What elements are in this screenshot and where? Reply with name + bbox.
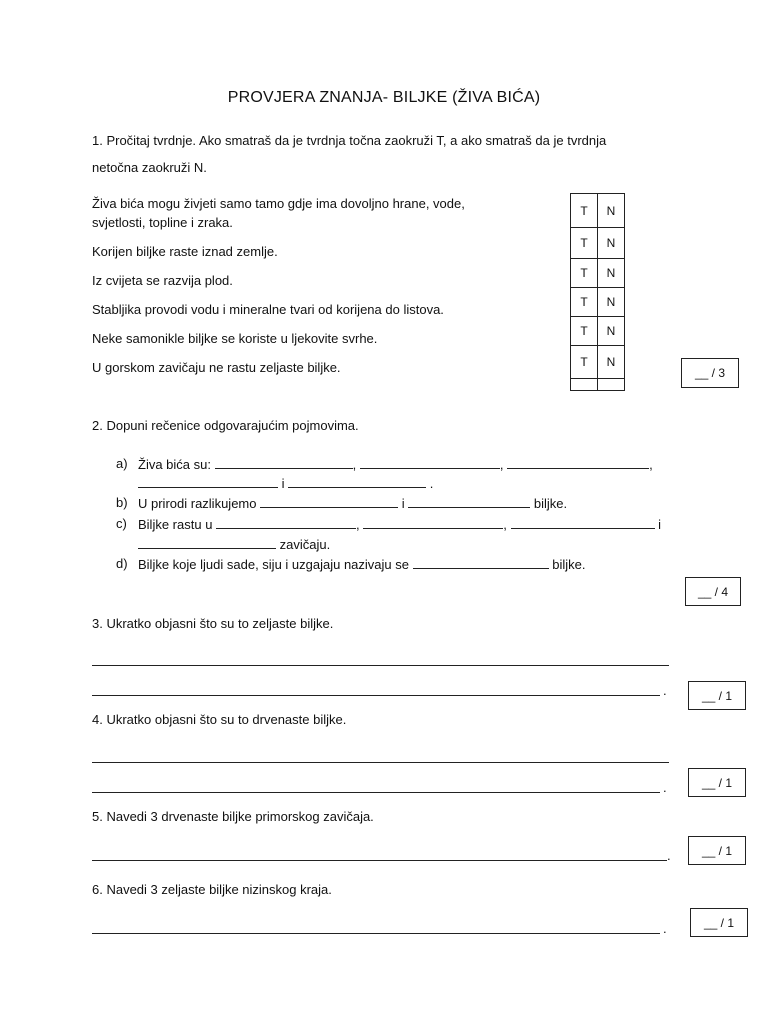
q2-item-a-line1: Živa bića su: , , , [138,457,653,472]
q2-item-b-text: U prirodi razlikujemo [138,496,257,511]
answer-blank[interactable] [288,475,426,488]
q1-statement-2: Korijen biljke raste iznad zemlje. [92,244,278,259]
q3-end-dot: . [663,683,667,698]
q2-item-b-line: U prirodi razlikujemo i biljke. [138,496,568,511]
q2-item-c-line1: Biljke rastu u , , i [138,517,662,532]
true-option[interactable]: T [571,288,598,317]
answer-line[interactable] [92,665,669,666]
q6-end-dot: . [663,921,667,936]
answer-blank[interactable] [138,475,278,488]
answer-blank[interactable] [215,456,353,469]
answer-blank[interactable] [511,516,655,529]
q1-statement-5: Neke samonikle biljke se koriste u ljekovite svrhe. [92,331,378,346]
q1-statement-3: Iz cvijeta se razvija plod. [92,273,233,288]
q2-item-c-text: Biljke rastu u [138,517,213,532]
false-option[interactable]: N [598,288,625,317]
q1-instruction-line2: netočna zaokruži N. [92,160,207,175]
false-option[interactable]: N [598,194,625,228]
answer-blank[interactable] [363,516,503,529]
q2-item-a-line2: i . [138,475,433,491]
answer-blank[interactable] [138,536,276,549]
q3-score-box[interactable]: __ / 1 [688,681,746,710]
q2-item-a-text: Živa bića su: [138,457,211,472]
q2-item-b-marker: b) [116,495,128,510]
q2-item-d-line: Biljke koje ljudi sade, siju i uzgajaju nazivaju se biljke. [138,557,586,572]
q3-question: 3. Ukratko objasni što su to zeljaste biljke. [92,616,334,631]
q1-statement-6: U gorskom zavičaju ne rastu zeljaste biljke. [92,360,341,375]
q1-statement-4: Stabljika provodi vodu i mineralne tvari od korijena do listova. [92,302,444,317]
q6-question: 6. Navedi 3 zeljaste biljke nizinskog kraja. [92,882,332,897]
q1-instruction-line1: 1. Pročitaj tvrdnje. Ako smatraš da je tvrdnja točna zaokruži T, a ako smatraš da je tvrdnja [92,133,607,148]
true-option[interactable]: T [571,259,598,288]
answer-blank[interactable] [360,456,500,469]
answer-line[interactable] [92,792,660,793]
q5-score-box[interactable]: __ / 1 [688,836,746,865]
answer-line[interactable] [92,762,669,763]
q1-statement-1a: Živa bića mogu živjeti samo tamo gdje ima dovoljno hrane, vode, [92,196,465,211]
q2-score-box[interactable]: __ / 4 [685,577,741,606]
q5-question: 5. Navedi 3 drvenaste biljke primorskog zavičaja. [92,809,374,824]
answer-blank[interactable] [216,516,356,529]
q2-item-d-text: Biljke koje ljudi sade, siju i uzgajaju nazivaju se [138,557,409,572]
answer-line[interactable] [92,695,660,696]
answer-line[interactable] [92,860,667,861]
answer-blank[interactable] [408,495,530,508]
true-option[interactable]: T [571,317,598,346]
true-option[interactable]: T [571,346,598,379]
true-false-table [570,193,625,391]
answer-line[interactable] [92,933,660,934]
q2-item-c-line2: zavičaju. [138,536,330,552]
false-option[interactable]: N [598,346,625,379]
answer-blank[interactable] [507,456,649,469]
true-option[interactable]: T [571,194,598,228]
q2-item-a-marker: a) [116,456,128,471]
q2-instruction: 2. Dopuni rečenice odgovarajućim pojmovima. [92,418,359,433]
false-option[interactable]: N [598,228,625,259]
false-option[interactable]: N [598,317,625,346]
q4-score-box[interactable]: __ / 1 [688,768,746,797]
q4-question: 4. Ukratko objasni što su to drvenaste biljke. [92,712,347,727]
page-title: PROVJERA ZNANJA- BILJKE (ŽIVA BIĆA) [227,89,541,106]
true-option[interactable]: T [571,228,598,259]
q6-score-box[interactable]: __ / 1 [690,908,748,937]
q1-statement-1b: svjetlosti, topline i zraka. [92,215,233,230]
answer-blank[interactable] [413,556,549,569]
q5-end-dot: . [667,848,671,863]
q2-item-d-marker: d) [116,556,128,571]
false-option[interactable]: N [598,259,625,288]
answer-blank[interactable] [260,495,398,508]
q1-score-box[interactable]: __ / 3 [681,358,739,388]
q2-item-c-marker: c) [116,516,127,531]
q4-end-dot: . [663,780,667,795]
